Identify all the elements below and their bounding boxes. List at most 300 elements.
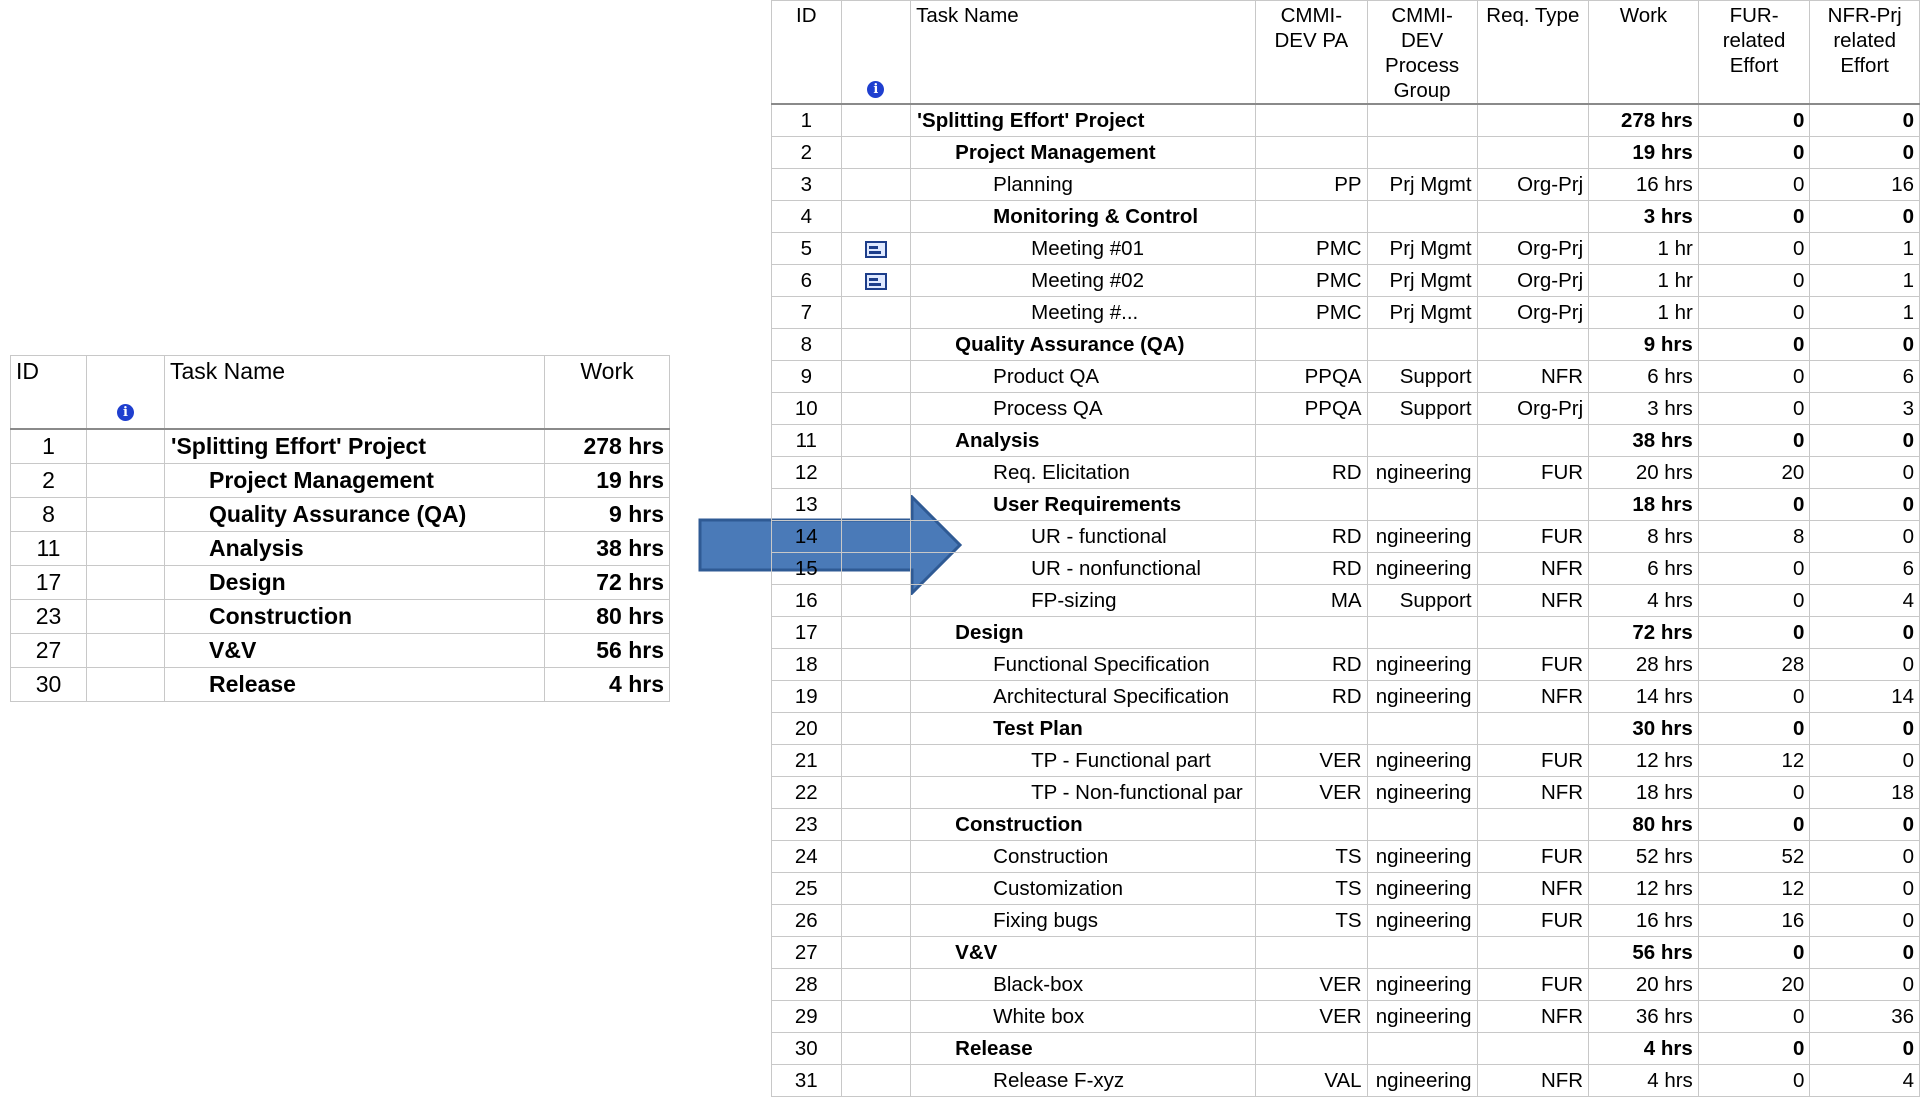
cmmi-pa[interactable]: VER bbox=[1256, 969, 1368, 1001]
cmmi-process-group[interactable]: Support bbox=[1367, 361, 1477, 393]
nfr-effort[interactable]: 0 bbox=[1810, 873, 1920, 905]
task-work[interactable]: 19 hrs bbox=[1589, 137, 1699, 169]
nfr-effort[interactable]: 0 bbox=[1810, 713, 1920, 745]
cmmi-process-group[interactable] bbox=[1367, 329, 1477, 361]
cmmi-process-group[interactable] bbox=[1367, 201, 1477, 233]
cmmi-pa[interactable] bbox=[1256, 809, 1368, 841]
cmmi-pa[interactable] bbox=[1256, 137, 1368, 169]
task-work[interactable]: 52 hrs bbox=[1589, 841, 1699, 873]
fur-effort[interactable]: 0 bbox=[1698, 777, 1810, 809]
fur-effort[interactable]: 0 bbox=[1698, 553, 1810, 585]
task-name[interactable]: Req. Elicitation bbox=[911, 457, 1256, 489]
task-work[interactable]: 19 hrs bbox=[545, 464, 670, 498]
req-type[interactable] bbox=[1477, 104, 1589, 137]
task-name[interactable]: TP - Non-functional par bbox=[911, 777, 1256, 809]
task-work[interactable]: 80 hrs bbox=[1589, 809, 1699, 841]
table-row[interactable] bbox=[772, 745, 1920, 777]
task-work[interactable]: 36 hrs bbox=[1589, 1001, 1699, 1033]
fur-effort[interactable]: 0 bbox=[1698, 1033, 1810, 1065]
task-work[interactable]: 8 hrs bbox=[1589, 521, 1699, 553]
fur-effort[interactable]: 0 bbox=[1698, 329, 1810, 361]
req-type[interactable]: FUR bbox=[1477, 745, 1589, 777]
cmmi-process-group[interactable]: ngineering bbox=[1367, 457, 1477, 489]
task-name[interactable]: UR - functional bbox=[911, 521, 1256, 553]
cmmi-process-group[interactable]: ngineering bbox=[1367, 777, 1477, 809]
table-row[interactable] bbox=[772, 521, 1920, 553]
req-type[interactable]: FUR bbox=[1477, 841, 1589, 873]
table-row[interactable] bbox=[772, 841, 1920, 873]
table-row[interactable] bbox=[772, 329, 1920, 361]
req-type[interactable]: NFR bbox=[1477, 585, 1589, 617]
table-row[interactable] bbox=[772, 937, 1920, 969]
task-name[interactable]: V&V bbox=[165, 634, 545, 668]
task-id: 18 bbox=[772, 649, 842, 681]
nfr-effort[interactable]: 0 bbox=[1810, 104, 1920, 137]
task-name[interactable]: Design bbox=[911, 617, 1256, 649]
detail-col-nfr-effort[interactable]: NFR-Prj related Effort bbox=[1810, 1, 1920, 105]
task-work[interactable]: 9 hrs bbox=[545, 498, 670, 532]
task-work[interactable]: 80 hrs bbox=[545, 600, 670, 634]
task-work[interactable]: 56 hrs bbox=[545, 634, 670, 668]
task-work[interactable]: 16 hrs bbox=[1589, 905, 1699, 937]
detail-col-cmmi-pa[interactable]: CMMI-DEV PA bbox=[1256, 1, 1368, 105]
task-id: 7 bbox=[772, 297, 842, 329]
task-name[interactable]: Analysis bbox=[911, 425, 1256, 457]
detail-col-indicators[interactable] bbox=[841, 1, 911, 105]
cmmi-pa[interactable]: PMC bbox=[1256, 297, 1368, 329]
cmmi-pa[interactable]: VAL bbox=[1256, 1065, 1368, 1097]
task-name[interactable]: Construction bbox=[165, 600, 545, 634]
indicator-cell bbox=[841, 233, 911, 265]
req-type[interactable] bbox=[1477, 937, 1589, 969]
cmmi-process-group[interactable]: Prj Mgmt bbox=[1367, 233, 1477, 265]
cmmi-process-group[interactable] bbox=[1367, 489, 1477, 521]
nfr-effort[interactable]: 36 bbox=[1810, 1001, 1920, 1033]
cmmi-process-group[interactable]: ngineering bbox=[1367, 1065, 1477, 1097]
table-row[interactable] bbox=[772, 585, 1920, 617]
indicator-cell bbox=[87, 634, 165, 668]
cmmi-pa[interactable]: PMC bbox=[1256, 265, 1368, 297]
cmmi-pa[interactable] bbox=[1256, 201, 1368, 233]
indicator-cell bbox=[841, 841, 911, 873]
table-row[interactable] bbox=[772, 457, 1920, 489]
table-row[interactable] bbox=[772, 104, 1920, 137]
indicator-cell bbox=[841, 617, 911, 649]
cmmi-process-group[interactable] bbox=[1367, 713, 1477, 745]
fur-effort[interactable]: 28 bbox=[1698, 649, 1810, 681]
req-type[interactable]: NFR bbox=[1477, 1001, 1589, 1033]
table-row[interactable] bbox=[11, 464, 670, 498]
cmmi-process-group[interactable]: Support bbox=[1367, 585, 1477, 617]
cmmi-pa[interactable] bbox=[1256, 489, 1368, 521]
nfr-effort[interactable]: 0 bbox=[1810, 521, 1920, 553]
fur-effort[interactable]: 52 bbox=[1698, 841, 1810, 873]
task-work[interactable]: 30 hrs bbox=[1589, 713, 1699, 745]
req-type[interactable]: Org-Prj bbox=[1477, 265, 1589, 297]
table-row[interactable] bbox=[772, 393, 1920, 425]
task-name[interactable]: Project Management bbox=[165, 464, 545, 498]
req-type[interactable]: Org-Prj bbox=[1477, 393, 1589, 425]
task-name[interactable]: Planning bbox=[911, 169, 1256, 201]
cmmi-pa[interactable] bbox=[1256, 937, 1368, 969]
fur-effort[interactable]: 12 bbox=[1698, 745, 1810, 777]
table-row[interactable] bbox=[772, 1001, 1920, 1033]
fur-effort[interactable]: 0 bbox=[1698, 1065, 1810, 1097]
req-type[interactable]: Org-Prj bbox=[1477, 297, 1589, 329]
table-row[interactable] bbox=[772, 681, 1920, 713]
task-work[interactable]: 72 hrs bbox=[1589, 617, 1699, 649]
cmmi-pa[interactable]: PPQA bbox=[1256, 393, 1368, 425]
req-type[interactable]: NFR bbox=[1477, 873, 1589, 905]
nfr-effort[interactable]: 0 bbox=[1810, 137, 1920, 169]
nfr-effort[interactable]: 4 bbox=[1810, 1065, 1920, 1097]
cmmi-process-group[interactable]: Prj Mgmt bbox=[1367, 169, 1477, 201]
task-name[interactable]: Release bbox=[911, 1033, 1256, 1065]
task-name[interactable]: Design bbox=[165, 566, 545, 600]
req-type[interactable]: Org-Prj bbox=[1477, 233, 1589, 265]
cmmi-process-group[interactable]: ngineering bbox=[1367, 873, 1477, 905]
nfr-effort[interactable]: 3 bbox=[1810, 393, 1920, 425]
req-type[interactable] bbox=[1477, 617, 1589, 649]
req-type[interactable] bbox=[1477, 1033, 1589, 1065]
task-name[interactable]: Quality Assurance (QA) bbox=[165, 498, 545, 532]
task-work[interactable]: 278 hrs bbox=[545, 429, 670, 464]
req-type[interactable]: FUR bbox=[1477, 457, 1589, 489]
table-row[interactable] bbox=[772, 553, 1920, 585]
table-row[interactable] bbox=[772, 713, 1920, 745]
nfr-effort[interactable]: 0 bbox=[1810, 201, 1920, 233]
table-row[interactable] bbox=[11, 498, 670, 532]
task-work[interactable]: 14 hrs bbox=[1589, 681, 1699, 713]
table-row[interactable] bbox=[11, 634, 670, 668]
req-type[interactable]: FUR bbox=[1477, 649, 1589, 681]
nfr-effort[interactable]: 0 bbox=[1810, 1033, 1920, 1065]
task-name[interactable]: FP-sizing bbox=[911, 585, 1256, 617]
task-work[interactable]: 28 hrs bbox=[1589, 649, 1699, 681]
summary-col-id[interactable]: ID bbox=[11, 356, 87, 430]
cmmi-process-group[interactable]: ngineering bbox=[1367, 553, 1477, 585]
task-name[interactable]: Project Management bbox=[911, 137, 1256, 169]
detail-col-cmmi-process-group[interactable]: CMMI-DEV Process Group bbox=[1367, 1, 1477, 105]
task-work[interactable]: 20 hrs bbox=[1589, 457, 1699, 489]
req-type[interactable] bbox=[1477, 489, 1589, 521]
fur-effort[interactable]: 0 bbox=[1698, 425, 1810, 457]
cmmi-pa[interactable]: RD bbox=[1256, 681, 1368, 713]
fur-effort[interactable]: 0 bbox=[1698, 713, 1810, 745]
cmmi-process-group[interactable] bbox=[1367, 937, 1477, 969]
task-name[interactable]: 'Splitting Effort' Project bbox=[911, 104, 1256, 137]
cmmi-pa[interactable]: RD bbox=[1256, 521, 1368, 553]
fur-effort[interactable]: 0 bbox=[1698, 1001, 1810, 1033]
fur-effort[interactable]: 12 bbox=[1698, 873, 1810, 905]
table-row[interactable] bbox=[772, 617, 1920, 649]
summary-col-indicators[interactable] bbox=[87, 356, 165, 430]
task-work[interactable]: 4 hrs bbox=[1589, 585, 1699, 617]
cmmi-process-group[interactable]: Support bbox=[1367, 393, 1477, 425]
task-name[interactable]: UR - nonfunctional bbox=[911, 553, 1256, 585]
table-row[interactable] bbox=[11, 600, 670, 634]
cmmi-process-group[interactable]: Prj Mgmt bbox=[1367, 265, 1477, 297]
fur-effort[interactable]: 16 bbox=[1698, 905, 1810, 937]
req-type[interactable] bbox=[1477, 713, 1589, 745]
fur-effort[interactable]: 0 bbox=[1698, 265, 1810, 297]
table-row[interactable] bbox=[11, 532, 670, 566]
cmmi-pa[interactable]: VER bbox=[1256, 777, 1368, 809]
table-row[interactable] bbox=[772, 809, 1920, 841]
fur-effort[interactable]: 0 bbox=[1698, 937, 1810, 969]
fur-effort[interactable]: 0 bbox=[1698, 585, 1810, 617]
cmmi-process-group[interactable]: ngineering bbox=[1367, 521, 1477, 553]
nfr-effort[interactable]: 1 bbox=[1810, 233, 1920, 265]
indicator-cell bbox=[87, 532, 165, 566]
cmmi-pa[interactable] bbox=[1256, 329, 1368, 361]
req-type[interactable] bbox=[1477, 201, 1589, 233]
fur-effort[interactable]: 0 bbox=[1698, 617, 1810, 649]
table-row[interactable] bbox=[772, 649, 1920, 681]
task-work[interactable]: 4 hrs bbox=[1589, 1033, 1699, 1065]
table-row[interactable] bbox=[772, 233, 1920, 265]
cmmi-pa[interactable] bbox=[1256, 1033, 1368, 1065]
req-type[interactable]: NFR bbox=[1477, 361, 1589, 393]
detail-col-work[interactable]: Work bbox=[1589, 1, 1699, 105]
table-row[interactable] bbox=[772, 489, 1920, 521]
task-work[interactable]: 56 hrs bbox=[1589, 937, 1699, 969]
req-type[interactable] bbox=[1477, 137, 1589, 169]
task-work[interactable]: 3 hrs bbox=[1589, 393, 1699, 425]
table-row[interactable] bbox=[772, 169, 1920, 201]
cmmi-process-group[interactable]: ngineering bbox=[1367, 841, 1477, 873]
nfr-effort[interactable]: 0 bbox=[1810, 649, 1920, 681]
task-name[interactable]: Quality Assurance (QA) bbox=[911, 329, 1256, 361]
cmmi-pa[interactable]: VER bbox=[1256, 745, 1368, 777]
table-row[interactable] bbox=[772, 905, 1920, 937]
cmmi-pa[interactable]: VER bbox=[1256, 1001, 1368, 1033]
nfr-effort[interactable]: 0 bbox=[1810, 937, 1920, 969]
fur-effort[interactable]: 0 bbox=[1698, 169, 1810, 201]
note-icon[interactable] bbox=[865, 241, 887, 258]
fur-effort[interactable]: 0 bbox=[1698, 297, 1810, 329]
cmmi-process-group[interactable]: ngineering bbox=[1367, 905, 1477, 937]
task-work[interactable]: 9 hrs bbox=[1589, 329, 1699, 361]
task-work[interactable]: 18 hrs bbox=[1589, 777, 1699, 809]
table-row[interactable] bbox=[11, 429, 670, 464]
nfr-effort[interactable]: 1 bbox=[1810, 265, 1920, 297]
cmmi-pa[interactable] bbox=[1256, 104, 1368, 137]
table-row[interactable] bbox=[772, 361, 1920, 393]
cmmi-pa[interactable] bbox=[1256, 713, 1368, 745]
task-work[interactable]: 6 hrs bbox=[1589, 553, 1699, 585]
nfr-effort[interactable]: 0 bbox=[1810, 457, 1920, 489]
task-work[interactable]: 4 hrs bbox=[1589, 1065, 1699, 1097]
table-row[interactable] bbox=[772, 201, 1920, 233]
cmmi-process-group[interactable]: Prj Mgmt bbox=[1367, 297, 1477, 329]
nfr-effort[interactable]: 0 bbox=[1810, 969, 1920, 1001]
cmmi-process-group[interactable] bbox=[1367, 425, 1477, 457]
task-work[interactable]: 1 hr bbox=[1589, 233, 1699, 265]
cmmi-process-group[interactable]: ngineering bbox=[1367, 681, 1477, 713]
nfr-effort[interactable]: 0 bbox=[1810, 745, 1920, 777]
detail-col-req-type[interactable]: Req. Type bbox=[1477, 1, 1589, 105]
task-name[interactable]: TP - Functional part bbox=[911, 745, 1256, 777]
cmmi-pa[interactable] bbox=[1256, 617, 1368, 649]
task-id: 15 bbox=[772, 553, 842, 585]
fur-effort[interactable]: 20 bbox=[1698, 969, 1810, 1001]
nfr-effort[interactable]: 0 bbox=[1810, 425, 1920, 457]
nfr-effort[interactable]: 1 bbox=[1810, 297, 1920, 329]
task-work[interactable]: 3 hrs bbox=[1589, 201, 1699, 233]
table-row[interactable] bbox=[772, 1033, 1920, 1065]
req-type[interactable]: NFR bbox=[1477, 681, 1589, 713]
nfr-effort[interactable]: 6 bbox=[1810, 553, 1920, 585]
nfr-effort[interactable]: 14 bbox=[1810, 681, 1920, 713]
cmmi-pa[interactable]: RD bbox=[1256, 553, 1368, 585]
task-name[interactable]: Functional Specification bbox=[911, 649, 1256, 681]
note-icon[interactable] bbox=[865, 273, 887, 290]
task-name[interactable]: Analysis bbox=[165, 532, 545, 566]
task-name[interactable]: Construction bbox=[911, 809, 1256, 841]
task-work[interactable]: 278 hrs bbox=[1589, 104, 1699, 137]
nfr-effort[interactable]: 16 bbox=[1810, 169, 1920, 201]
table-row[interactable] bbox=[772, 265, 1920, 297]
cmmi-process-group[interactable] bbox=[1367, 617, 1477, 649]
table-row[interactable] bbox=[772, 297, 1920, 329]
req-type[interactable]: FUR bbox=[1477, 905, 1589, 937]
req-type[interactable] bbox=[1477, 809, 1589, 841]
task-name[interactable]: V&V bbox=[911, 937, 1256, 969]
fur-effort[interactable]: 0 bbox=[1698, 489, 1810, 521]
task-name[interactable]: Fixing bugs bbox=[911, 905, 1256, 937]
req-type[interactable]: FUR bbox=[1477, 969, 1589, 1001]
cmmi-pa[interactable]: PPQA bbox=[1256, 361, 1368, 393]
task-work[interactable]: 4 hrs bbox=[545, 668, 670, 702]
task-id: 29 bbox=[772, 1001, 842, 1033]
fur-effort[interactable]: 0 bbox=[1698, 809, 1810, 841]
cmmi-pa[interactable]: PMC bbox=[1256, 233, 1368, 265]
fur-effort[interactable]: 0 bbox=[1698, 233, 1810, 265]
task-name[interactable]: Black-box bbox=[911, 969, 1256, 1001]
indicator-cell bbox=[87, 498, 165, 532]
fur-effort[interactable]: 8 bbox=[1698, 521, 1810, 553]
nfr-effort[interactable]: 0 bbox=[1810, 489, 1920, 521]
detail-col-task-name[interactable]: Task Name bbox=[911, 1, 1256, 105]
task-work[interactable]: 38 hrs bbox=[1589, 425, 1699, 457]
table-row[interactable] bbox=[772, 1065, 1920, 1097]
fur-effort[interactable]: 0 bbox=[1698, 104, 1810, 137]
task-work[interactable]: 12 hrs bbox=[1589, 745, 1699, 777]
indicator-cell bbox=[841, 137, 911, 169]
task-name[interactable]: Construction bbox=[911, 841, 1256, 873]
nfr-effort[interactable]: 4 bbox=[1810, 585, 1920, 617]
cmmi-pa[interactable] bbox=[1256, 425, 1368, 457]
task-work[interactable]: 72 hrs bbox=[545, 566, 670, 600]
cmmi-process-group[interactable]: ngineering bbox=[1367, 1001, 1477, 1033]
task-work[interactable]: 1 hr bbox=[1589, 265, 1699, 297]
nfr-effort[interactable]: 18 bbox=[1810, 777, 1920, 809]
nfr-effort[interactable]: 0 bbox=[1810, 905, 1920, 937]
detail-col-fur-effort[interactable]: FUR-related Effort bbox=[1698, 1, 1810, 105]
table-row[interactable] bbox=[11, 668, 670, 702]
summary-col-work[interactable]: Work bbox=[545, 356, 670, 430]
fur-effort[interactable]: 20 bbox=[1698, 457, 1810, 489]
table-row[interactable] bbox=[772, 777, 1920, 809]
table-row[interactable] bbox=[772, 969, 1920, 1001]
task-name[interactable]: 'Splitting Effort' Project bbox=[165, 429, 545, 464]
cmmi-process-group[interactable] bbox=[1367, 1033, 1477, 1065]
nfr-effort[interactable]: 0 bbox=[1810, 329, 1920, 361]
req-type[interactable]: NFR bbox=[1477, 1065, 1589, 1097]
table-row[interactable] bbox=[772, 873, 1920, 905]
task-work[interactable]: 6 hrs bbox=[1589, 361, 1699, 393]
task-work[interactable]: 18 hrs bbox=[1589, 489, 1699, 521]
summary-col-task-name[interactable]: Task Name bbox=[165, 356, 545, 430]
task-name[interactable]: White box bbox=[911, 1001, 1256, 1033]
nfr-effort[interactable]: 0 bbox=[1810, 617, 1920, 649]
cmmi-pa[interactable]: MA bbox=[1256, 585, 1368, 617]
cmmi-pa[interactable]: RD bbox=[1256, 457, 1368, 489]
cmmi-pa[interactable]: TS bbox=[1256, 873, 1368, 905]
indicator-cell bbox=[841, 425, 911, 457]
nfr-effort[interactable]: 0 bbox=[1810, 809, 1920, 841]
nfr-effort[interactable]: 6 bbox=[1810, 361, 1920, 393]
cmmi-process-group[interactable]: ngineering bbox=[1367, 745, 1477, 777]
cmmi-process-group[interactable] bbox=[1367, 137, 1477, 169]
nfr-effort[interactable]: 0 bbox=[1810, 841, 1920, 873]
req-type[interactable]: NFR bbox=[1477, 777, 1589, 809]
cmmi-process-group[interactable] bbox=[1367, 809, 1477, 841]
indicator-cell bbox=[841, 777, 911, 809]
table-row[interactable] bbox=[772, 425, 1920, 457]
table-row[interactable] bbox=[772, 137, 1920, 169]
task-name[interactable]: Meeting #02 bbox=[911, 265, 1256, 297]
fur-effort[interactable]: 0 bbox=[1698, 393, 1810, 425]
fur-effort[interactable]: 0 bbox=[1698, 361, 1810, 393]
task-name[interactable]: Meeting #01 bbox=[911, 233, 1256, 265]
req-type[interactable] bbox=[1477, 425, 1589, 457]
task-name[interactable]: Customization bbox=[911, 873, 1256, 905]
task-name[interactable]: Monitoring & Control bbox=[911, 201, 1256, 233]
req-type[interactable]: Org-Prj bbox=[1477, 169, 1589, 201]
cmmi-process-group[interactable]: ngineering bbox=[1367, 969, 1477, 1001]
req-type[interactable] bbox=[1477, 329, 1589, 361]
req-type[interactable]: FUR bbox=[1477, 521, 1589, 553]
cmmi-pa[interactable]: TS bbox=[1256, 841, 1368, 873]
task-work[interactable]: 12 hrs bbox=[1589, 873, 1699, 905]
task-name[interactable]: Meeting #... bbox=[911, 297, 1256, 329]
task-name[interactable]: Test Plan bbox=[911, 713, 1256, 745]
task-work[interactable]: 1 hr bbox=[1589, 297, 1699, 329]
req-type[interactable]: NFR bbox=[1477, 553, 1589, 585]
task-name[interactable]: Release bbox=[165, 668, 545, 702]
cmmi-pa[interactable]: TS bbox=[1256, 905, 1368, 937]
task-name[interactable]: User Requirements bbox=[911, 489, 1256, 521]
fur-effort[interactable]: 0 bbox=[1698, 681, 1810, 713]
task-work[interactable]: 20 hrs bbox=[1589, 969, 1699, 1001]
task-work[interactable]: 16 hrs bbox=[1589, 169, 1699, 201]
task-work[interactable]: 38 hrs bbox=[545, 532, 670, 566]
task-name[interactable]: Product QA bbox=[911, 361, 1256, 393]
detail-col-id[interactable]: ID bbox=[772, 1, 842, 105]
cmmi-process-group[interactable]: ngineering bbox=[1367, 649, 1477, 681]
task-name[interactable]: Process QA bbox=[911, 393, 1256, 425]
task-name[interactable]: Architectural Specification bbox=[911, 681, 1256, 713]
table-row[interactable] bbox=[11, 566, 670, 600]
fur-effort[interactable]: 0 bbox=[1698, 201, 1810, 233]
cmmi-process-group[interactable] bbox=[1367, 104, 1477, 137]
cmmi-pa[interactable]: RD bbox=[1256, 649, 1368, 681]
fur-effort[interactable]: 0 bbox=[1698, 137, 1810, 169]
task-name[interactable]: Release F-xyz bbox=[911, 1065, 1256, 1097]
cmmi-pa[interactable]: PP bbox=[1256, 169, 1368, 201]
